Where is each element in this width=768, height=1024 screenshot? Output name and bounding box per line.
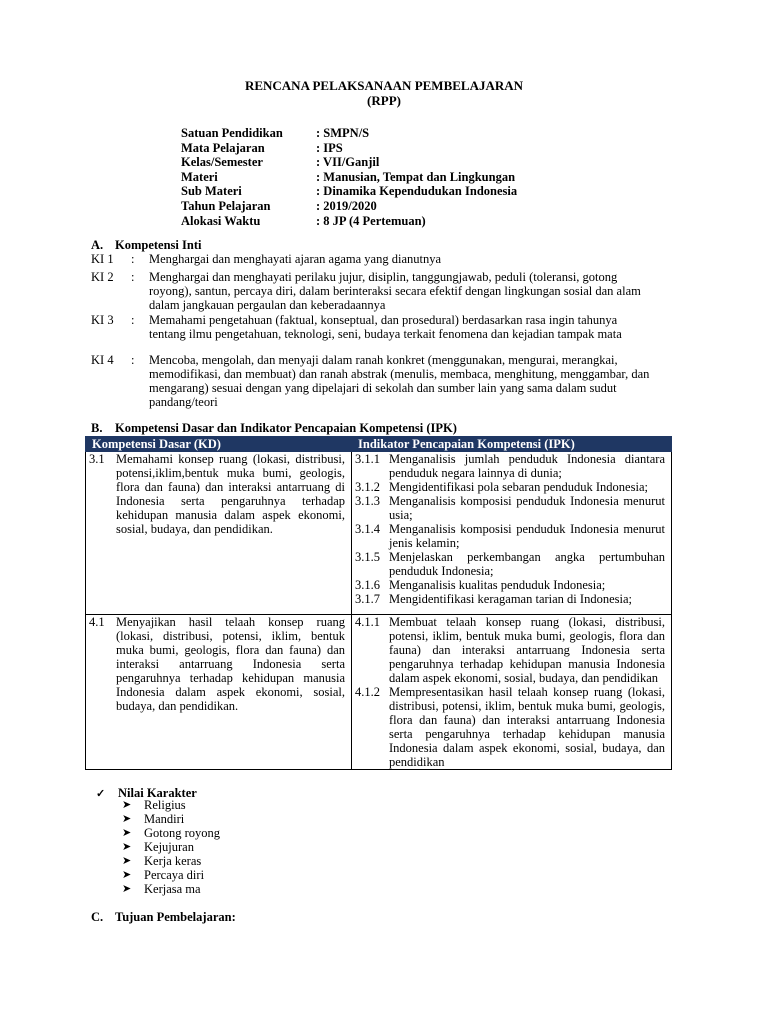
arrow-bullet-icon: ➤ [122,826,132,839]
identity-block [181,126,517,228]
arrow-bullet-icon: ➤ [122,868,132,881]
column-header-ipk: Indikator Pencapaian Kompetensi (IPK) [352,437,672,452]
identity-label: Satuan Pendidikan [181,126,283,140]
identity-value: : VII/Ganjil [316,155,380,170]
ipk-number: 3.1.6 [355,578,380,592]
ki-colon: : [131,313,135,327]
ipk-number: 3.1.3 [355,494,380,508]
ki-text: Mencoba, mengolah, dan menyaji dalam ranah konkret (menggunakan, mengurai, merangkai, memodifikasi, dan membuat) dan ranah abstrak (menulis, membaca, menghitung, menggambar, dan mengarang) sesuai dengan yang dipelajari di sekolah dan sumber lain yang sama dalam sudut pandang/teori [149,353,650,409]
table-row [86,615,672,770]
ipk-text: Mengidentifikasi pola sebaran penduduk Indonesia; [389,480,648,494]
kd-number: 4.1 [89,615,105,629]
ipk-number: 3.1.1 [355,452,380,466]
table-header-row [86,437,672,452]
ki-item [91,353,661,409]
ki-code: KI 1 [91,252,114,266]
ipk-text: Menganalisis komposisi penduduk Indonesia menurut usia; [389,494,665,522]
ki-text: Menghargai dan menghayati perilaku jujur, disiplin, tanggungjawab, peduli (toleransi, gotong royong), santun, percaya diri, dalam berinteraksi secara efektif dengan lingkungan sosial dan alam dalam jangkauan pergaulan dan keberadaannya [149,270,641,312]
identity-row [181,126,517,141]
identity-value: : IPS [316,140,343,155]
ipk-item [355,615,665,685]
arrow-bullet-icon: ➤ [122,854,132,867]
ki-colon: : [131,270,135,284]
list-item-label: Religius [144,798,186,812]
ki-item [91,313,661,341]
section-title: Kompetensi Inti [115,238,202,252]
arrow-bullet-icon: ➤ [122,812,132,825]
list-item-label: Percaya diri [144,868,205,882]
ipk-number: 4.1.1 [355,615,380,629]
ki-colon: : [131,353,135,367]
kd-ipk-table [85,436,672,770]
kd-cell [86,615,352,770]
section-b-heading [91,421,457,435]
section-title: Kompetensi Dasar dan Indikator Pencapaian Kompetensi (IPK) [115,421,457,435]
identity-label: Alokasi Waktu [181,213,261,228]
ipk-text: Mempresentasikan hasil telaah konsep ruang (lokasi, distribusi, potensi, iklim, bentuk muka bumi, geologis, flora dan fauna) dan interaksi antarruang Indonesia serta pengaruhnya terhadap kehidupan manusia Indonesia dalam aspek ekonomi, sosial, budaya, dan pendidikan [389,685,665,769]
ipk-number: 3.1.5 [355,550,380,564]
nilai-karakter-list [122,798,220,896]
identity-label: Tahun Pelajaran [181,198,271,213]
identity-value: : Dinamika Kependudukan Indonesia [316,184,518,199]
arrow-bullet-icon: ➤ [122,882,132,895]
ipk-number: 4.1.2 [355,685,380,699]
kd-cell [86,452,352,615]
list-item-label: Kerjasa ma [144,882,201,896]
kd-text: Menyajikan hasil telaah konsep ruang (lokasi, distribusi, potensi, iklim, bentuk muka bumi, geologis, flora dan fauna) dan interaksi antarruang Indonesia serta pengaruhnya terhadap kehidupan manusia Indonesia dalam aspek ekonomi, sosial, budaya, dan pendidikan. [116,615,345,713]
identity-label: Sub Materi [181,184,242,199]
ki-code: KI 2 [91,270,114,284]
list-item [122,882,220,896]
ipk-text: Menjelaskan perkembangan angka pertumbuhan penduduk Indonesia; [389,550,665,578]
document-subtitle: (RPP) [367,93,401,108]
ipk-text: Menganalisis jumlah penduduk Indonesia diantara penduduk negara lainnya di dunia; [389,452,665,480]
section-title: Tujuan Pembelajaran: [115,910,236,924]
ipk-item [355,452,665,480]
ipk-item [355,550,665,578]
list-item-label: Kejujuran [144,840,194,854]
ipk-number: 3.1.7 [355,592,380,606]
identity-value: : 2019/2020 [316,198,377,213]
identity-label: Mata Pelajaran [181,140,265,155]
identity-row [181,199,517,214]
ipk-text: Menganalisis kualitas penduduk Indonesia; [389,578,606,592]
list-item-label: Gotong royong [144,826,221,840]
ipk-number: 3.1.4 [355,522,380,536]
ipk-number: 3.1.2 [355,480,380,494]
identity-row [181,155,517,170]
kd-number: 3.1 [89,452,105,466]
kd-item [89,452,345,536]
ipk-item [355,494,665,522]
ipk-text: Mengidentifikasi keragaman tarian di Indonesia; [389,592,632,606]
kd-item [89,615,345,713]
kd-text: Memahami konsep ruang (lokasi, distribusi, potensi,iklim,bentuk muka bumi, geologis, flora dan fauna) dan interaksi antarruang di Indonesia serta pengaruhnya terhadap kehidupan manusia dalam aspek ekonomi, sosial, budaya, dan pendidikan. [116,452,345,536]
ki-code: KI 3 [91,313,114,327]
ipk-text: Menganalisis komposisi penduduk Indonesia menurut jenis kelamin; [389,522,665,550]
ki-item [91,270,661,312]
section-a-heading [91,238,201,252]
arrow-bullet-icon: ➤ [122,840,132,853]
list-item [122,798,220,812]
list-item-label: Kerja keras [144,854,202,868]
ki-colon: : [131,252,135,266]
identity-label: Kelas/Semester [181,155,263,170]
ipk-item [355,522,665,550]
list-item [122,854,220,868]
section-c-heading [91,910,236,924]
ki-text: Memahami pengetahuan (faktual, konseptual, dan prosedural) berdasarkan rasa ingin tahunya tentang ilmu pengetahuan, teknologi, seni, budaya terkait fenomena dan kejadian tampak mata [149,313,622,341]
section-letter: C. [91,910,104,924]
ipk-item [355,592,665,606]
identity-label: Materi [181,169,218,184]
list-item [122,826,220,840]
check-icon: ✓ [96,788,106,800]
ipk-text: Membuat telaah konsep ruang (lokasi, distribusi, potensi, iklim, bentuk muka bumi, geologis, flora dan fauna) dan interaksi antarruang Indonesia serta pengaruhnya terhadap kehidupan manusia Indonesia dalam aspek ekonomi, sosial, budaya, dan pendidikan [389,615,665,685]
identity-row [181,141,517,156]
table-row [86,452,672,615]
column-header-kd: Kompetensi Dasar (KD) [86,437,352,452]
ki-text: Menghargai dan menghayati ajaran agama yang dianutnya [149,252,442,266]
ipk-cell [352,615,672,770]
list-item [122,840,220,854]
section-letter: A. [91,238,104,252]
arrow-bullet-icon: ➤ [122,798,132,811]
ki-code: KI 4 [91,353,114,367]
ipk-cell [352,452,672,615]
ipk-item [355,578,665,592]
identity-row [181,170,517,185]
list-item [122,868,220,882]
list-item-label: Mandiri [144,812,185,826]
document-title: RENCANA PELAKSANAAN PEMBELAJARAN [244,78,524,93]
identity-value: : 8 JP (4 Pertemuan) [316,213,426,228]
identity-row [181,214,517,229]
ipk-item [355,685,665,769]
identity-row [181,184,517,199]
identity-value: : Manusian, Tempat dan Lingkungan [316,169,516,184]
ki-item [91,252,661,266]
list-item [122,812,220,826]
section-letter: B. [91,421,103,435]
identity-value: : SMPN/S [316,126,370,140]
nilai-karakter-title: Nilai Karakter [118,786,197,800]
ipk-item [355,480,665,494]
